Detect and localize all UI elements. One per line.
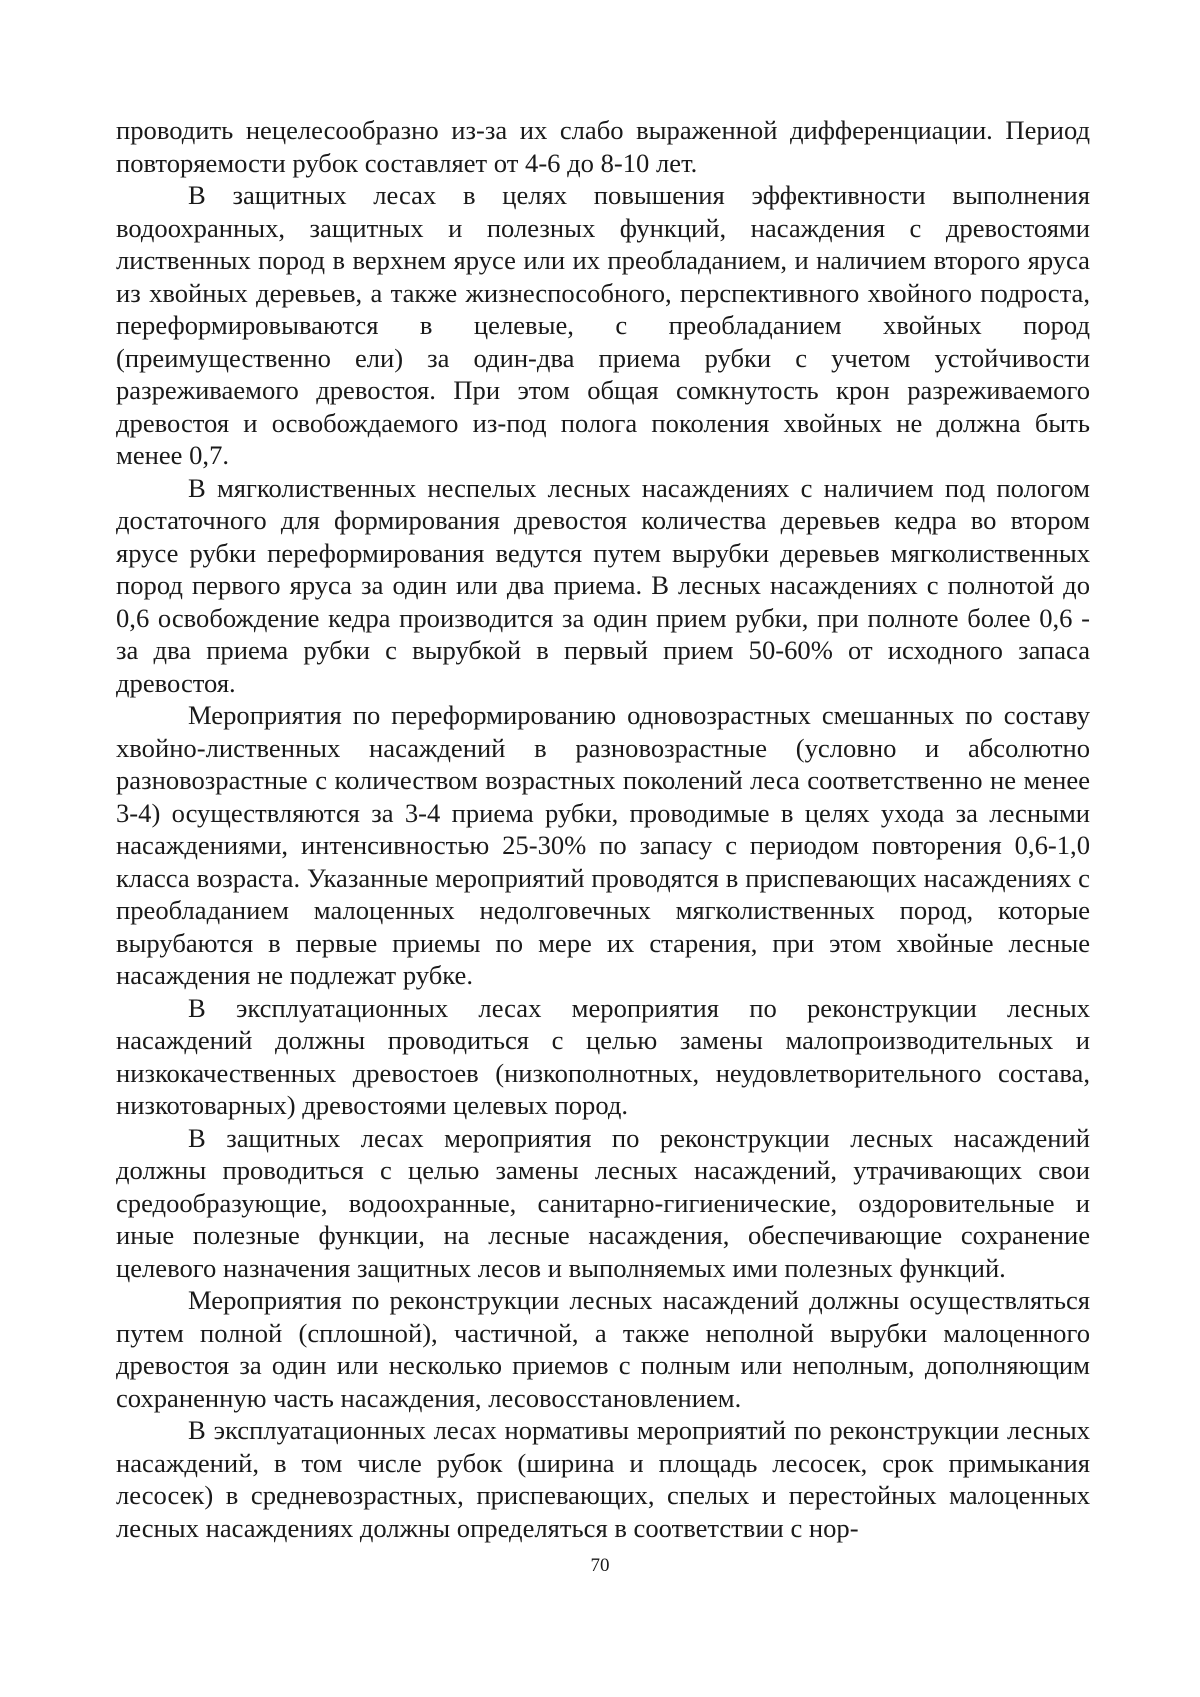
paragraph-2: В защитных лесах в целях повышения эффективности выполнения водоохранных, защитных и полезных функций, насаждения с древостоями лиственных пород в верхнем ярусе или их преобладанием, и наличием второго яруса из хвойных деревьев, а также жизнеспособного, перспективного хвойного подроста, переформировываются в целевые, с преобладанием хвойных пород (преимущественно ели) за один-два приема рубки с учетом устойчивости разреживаемого древостоя. При этом общая сомкнутость крон разреживаемого древостоя и освобождаемого из-под полога поколения хвойных не должна быть менее 0,7.: [116, 180, 1090, 470]
paragraph-5: В эксплуатационных лесах мероприятия по реконструкции лесных насаждений должны проводиться с целью замены малопроизводительных и низкокачественных древостоев (низкополнотных, неудовлетворительного состава, низкотоварных) древостоями целевых пород.: [116, 992, 1090, 1120]
paragraph-8: В эксплуатационных лесах нормативы мероприятий по реконструкции лесных насаждений, в том числе рубок (ширина и площадь лесосек, срок примыкания лесосек) в средневозрастных, приспевающих, спелых и перестойных малоценных лесных насаждениях должны определяться в соответствии с нор-: [116, 1415, 1090, 1543]
body-text: [116, 114, 1090, 1544]
paragraph-1: проводить нецелесообразно из-за их слабо выраженной дифференциации. Период повторяемости рубок составляет от 4-6 до 8-10 лет.: [116, 115, 1090, 178]
page-number: 70: [590, 1555, 610, 1576]
paragraph-4: Мероприятия по переформированию одновозрастных смешанных по составу хвойно-лиственных насаждений в разновозрастные (условно и абсолютно разновозрастные с количеством возрастных поколений леса соответственно не менее 3-4) осуществляются за 3-4 приема рубки, проводимые в целях ухода за лесными насаждениями, интенсивностью 25-30% по запасу с периодом повторения 0,6-1,0 класса возраста. Указанные мероприятий проводятся в приспевающих насаждениях с преобладанием малоценных недолговечных мягколиственных пород, которые вырубаются в первые приемы по мере их старения, при этом хвойные лесные насаждения не подлежат рубке.: [116, 700, 1090, 990]
paragraph-7: Мероприятия по реконструкции лесных насаждений должны осуществляться путем полной (сплошной), частичной, а также неполной вырубки малоценного древостоя за один или несколько приемов с полным или неполным, дополняющим сохраненную часть насаждения, лесовосстановлением.: [116, 1285, 1090, 1413]
paragraph-6: В защитных лесах мероприятия по реконструкции лесных насаждений должны проводиться с целью замены лесных насаждений, утрачивающих свои средообразующие, водоохранные, санитарно-гигиенические, оздоровительные и иные полезные функции, на лесные насаждения, обеспечивающие сохранение целевого назначения защитных лесов и выполняемых ими полезных функций.: [116, 1122, 1090, 1283]
paragraph-3: В мягколиственных неспелых лесных насаждениях с наличием под пологом достаточного для формирования древостоя количества деревьев кедра во втором ярусе рубки переформирования ведутся путем вырубки деревьев мягколиственных пород первого яруса за один или два приема. В лесных насаждениях с полнотой до 0,6 освобождение кедра производится за один прием рубки, при полноте более 0,6 - за два приема рубки с вырубкой в первый прием 50-60% от исходного запаса древостоя.: [116, 472, 1090, 698]
